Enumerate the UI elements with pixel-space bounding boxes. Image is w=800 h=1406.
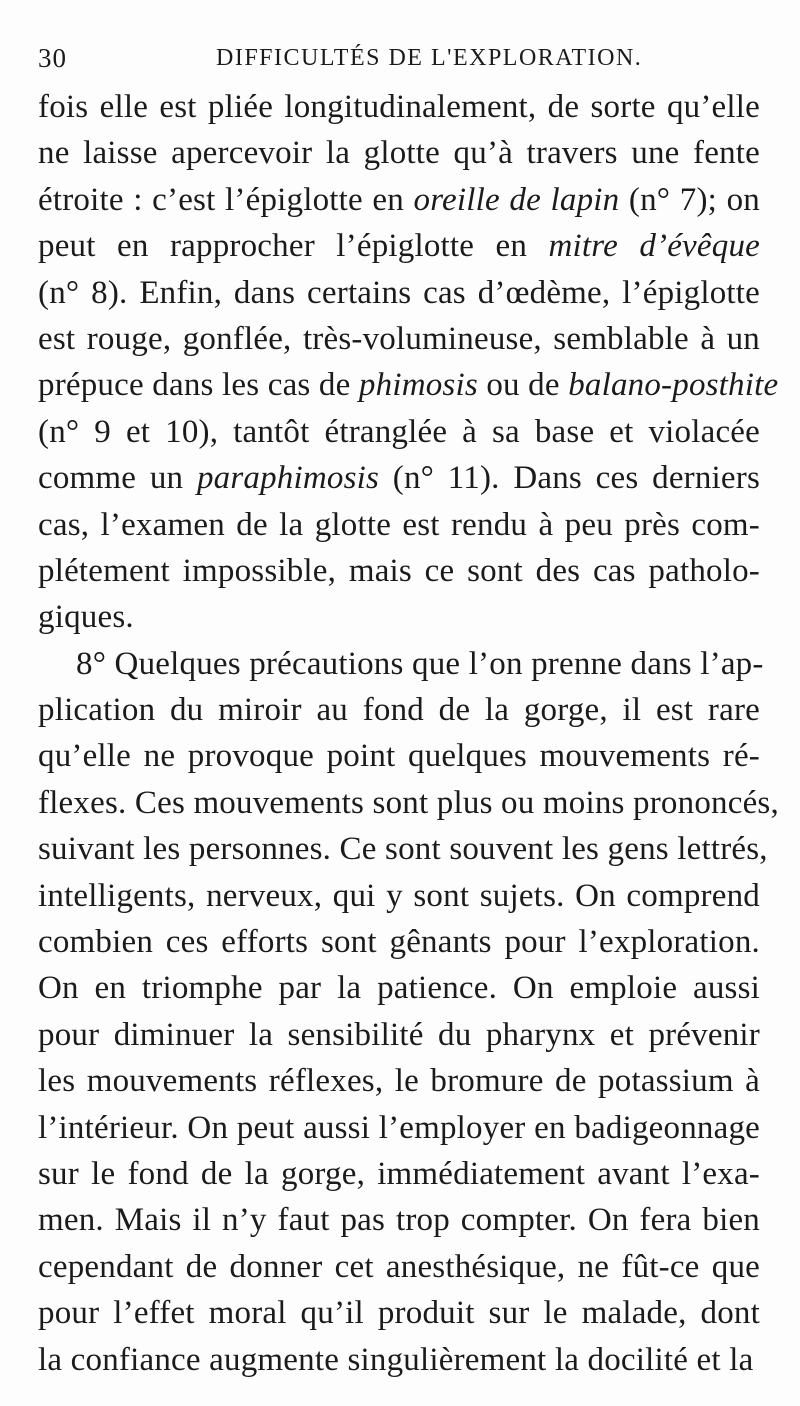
text-line: (n° 8). Enfin, dans certains cas d’œdème, l’épiglotte (38, 274, 760, 311)
page-header (38, 38, 758, 78)
text-line: (n° 9 et 10), tantôt étranglée à sa base et violacée (38, 413, 760, 450)
text-line: l’intérieur. On peut aussi l’employer en badigeonnage (38, 1109, 760, 1146)
text-line: étroite : c’est l’épiglotte en oreille de lapin (n° 7); on (38, 181, 760, 218)
text-line: plication du miroir au fond de la gorge, il est rare (38, 692, 760, 729)
italic-term: paraphimosis (196, 460, 380, 497)
text-line: sur le fond de la gorge, immédiatement avant l’exa- (38, 1155, 760, 1192)
text-line: comme un paraphimosis (n° 11). Dans ces derniers (38, 460, 760, 497)
text-line: peut en rapprocher l’épiglotte en mitre d’évêque (38, 228, 761, 265)
text-line: fois elle est pliée longitudinalement, de sorte qu’elle (38, 89, 760, 125)
text-line: plétement impossible, mais ce sont des cas patholo- (38, 552, 760, 589)
italic-term: mitre d’évêque (548, 228, 761, 265)
italic-term: phimosis (358, 367, 478, 404)
text-line: intelligents, nerveux, qui y sont sujets. On comprend (38, 877, 760, 914)
text-line: flexes. Ces mouvements sont plus ou moins prononcés, (38, 784, 779, 821)
italic-term: balano-posthite (568, 367, 779, 404)
text-line: combien ces efforts sont gênants pour l’exploration. (38, 924, 760, 961)
text-line: giques. (38, 599, 134, 636)
text-line: cas, l’examen de la glotte est rendu à peu près com- (38, 506, 760, 543)
text-line: suivant les personnes. Ce sont souvent les gens lettrés, (38, 831, 768, 868)
text-line: la confiance augmente singulièrement la docilité et la (38, 1341, 754, 1378)
text-line: ne laisse apercevoir la glotte qu’à travers une fente (38, 135, 760, 172)
text-line: pour diminuer la sensibilité du pharynx et prévenir (38, 1016, 760, 1053)
text-line: On en triomphe par la patience. On emploie aussi (38, 970, 760, 1007)
page-number: 30 (38, 43, 67, 73)
italic-term: oreille de lapin (413, 181, 620, 218)
text-line: 8° Quelques précautions que l’on prenne dans l’ap- (76, 645, 764, 682)
text-line: est rouge, gonflée, très-volumineuse, semblable à un (38, 320, 760, 357)
text-line: cependant de donner cet anesthésique, ne fût-ce que (38, 1248, 760, 1285)
body-text (38, 84, 779, 1383)
text-line: prépuce dans les cas de phimosis ou de balano-posthite (38, 367, 779, 404)
text-line: les mouvements réflexes, le bromure de potassium à (38, 1063, 760, 1100)
text-line: men. Mais il n’y faut pas trop compter. On fera bien (38, 1202, 760, 1239)
text-line: pour l’effet moral qu’il produit sur le malade, dont (38, 1295, 760, 1332)
running-title: DIFFICULTÉS DE L'EXPLORATION. (216, 45, 643, 71)
text-line: qu’elle ne provoque point quelques mouvements ré- (38, 738, 760, 775)
